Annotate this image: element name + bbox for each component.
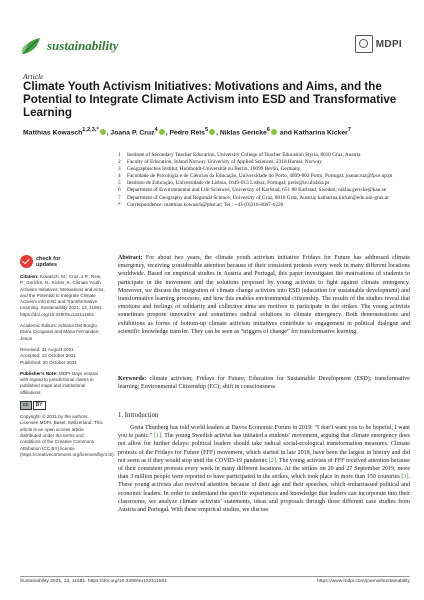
publisher-logo[interactable] [355,35,402,53]
introduction-paragraph [118,424,410,514]
accepted-date: Accepted: 13 October 2021 [20,353,76,359]
page-footer [20,576,410,584]
author-name[interactable]: , Pedro Reis [165,129,205,137]
abstract-label: Abstract: [118,255,143,261]
received-date: Received: 31 August 2021 [20,346,74,352]
check-label-line: check for [36,255,61,262]
affiliation-item [118,195,413,202]
orcid-icon[interactable] [159,129,165,135]
author-list [23,127,413,136]
affiliation-text: Department of Environmental and Life Sciences, University of Karlstad, 651 88 Karlstad, Sweden; niklas.gericke@kau.se [127,187,387,194]
note-label: Publisher's Note: [20,370,58,376]
citation-block [20,274,105,318]
footer-journal-link[interactable]: https://www.mdpi.com/journal/sustainability [317,579,410,584]
note-text: MDPI stays neutral with regard to jurisdictional claims in published maps and institutional affiliations. [20,370,98,395]
published-date: Published: 20 October 2021 [20,359,77,365]
author-name[interactable]: Matthias Kowasch [23,129,83,137]
affiliation-number: * [118,201,121,208]
mdpi-logo-icon [355,35,373,53]
checkmark-icon [20,255,33,268]
paper-title: Climate Youth Activism Initiatives: Motivations and Aims, and the Potential to Integrate Climate Activism into ESD and Transformative Learning [23,80,397,119]
affiliation-number: 7 [118,194,121,201]
affiliation-text: Faculty of Education, Inland Norway University of Applied Sciences, 2318 Hamar, Norway [127,159,322,166]
affiliation-item [118,173,413,180]
affiliation-text: Instituto de Educação, Universidade de Lisboa, 1649-013 Lisboa, Portugal; preis@ie.ulisboa.pt [127,180,329,187]
section-heading: 1. Introduction [118,412,159,419]
check-updates-label [36,256,60,268]
citation-link[interactable]: [1] [154,433,162,440]
check-label-line: updates [36,261,58,268]
publisher-note [20,371,105,396]
cc-license-badge[interactable] [20,401,105,410]
correspondence [118,202,413,209]
affiliation-number: 2 [118,159,121,166]
author-name[interactable]: and Katharina Kicker [277,129,348,137]
affiliation-text: Institute of Secondary Teacher Education, University College of Teacher Education Styria, 8010 Graz, Austria [127,152,361,158]
check-for-updates-button[interactable] [20,255,105,268]
keywords-label: Keywords: [118,376,147,382]
author-name[interactable]: , Joana P. Cruz [106,129,155,137]
affiliation-item [118,187,413,194]
author-name[interactable]: , Niklas Gericke [216,129,267,137]
affiliation-number: 3 [118,166,121,173]
copyright-text: Copyright: © 2021 by the authors. Licensee MDPI, Basel, Switzerland. This article is an open access article distributed under the terms and conditions of the Creative Commons Attribution (CC BY) license (https://creativecommons.org/licenses/by/4.0/). [20,414,115,457]
article-sidebar [20,255,115,463]
body-text: . The young Swedish activist has initiated a students’ movement, arguing that climate emergency does not allow for further delays: political leaders should take radical social-ecological transformation measures. Climate protests of the Fridays for Future (FFF) movement, which started in late 2018, have been the largest in history and did not seem as if they would stop until the COVID-19 pandemic [118,433,410,464]
affiliation-text: Department of Geography and Regional Science, University of Graz, 8010 Graz, Austria; katharina.kicker@edu.uni-graz.at [127,194,389,201]
citation-doi-link[interactable]: 2021, 13, 11581. https://doi.org/10.3390/su132111581 [20,305,103,317]
citation-link[interactable]: [2] [268,457,276,464]
citation-text: Kowasch, M.; Cruz, J.P.; Reis, P.; Gericke, N.; Kicker, K. Climate Youth Activism Initiatives: Motivations and Aims, and the Potential to Integrate Climate Activism into ESD and Transformative Learning. [20,274,105,311]
cc-icon: cc [20,401,32,410]
affiliation-number: 5 [118,180,121,187]
author-affil-sup: 4 [154,127,158,133]
keywords [118,375,410,391]
affiliation-number: 4 [118,173,121,180]
abstract-text: For about two years, the climate youth activism initiative Fridays for Future has addressed climate emergency, receiving considerable attention because of their consistent protests every week in many different locations worldwide. Based on empirical studies in Austria and Portugal, this paper investigates the motivations of students to participate in the movement and the solutions proposed by young activists to fight against climate emergency. Moreover, we discuss the integration of climate change activism into ESD (education for sustainable development) and transformative learning processes, and how this enables environmental citizenship. The results of the studies reveal that emotions and feelings of solidarity and collective aims are motives to participate in the strikes. The young activists sometimes propose innovative and sometimes radical solutions to climate emergency. Both demonstrations and exhibitions as forms of bottom-up climate activism initiatives contribute to engagement in political dialogue and scientific knowledge transfer. They can be seen as “triggers of change” for transformative learning. [118,255,410,335]
citation-link[interactable]: [3] [401,474,409,481]
orcid-icon[interactable] [100,129,106,135]
author-affil-sup: 7 [347,127,351,133]
editors-block [20,323,105,342]
footer-citation[interactable]: Sustainability 2021, 13, 11581. https://doi.org/10.3390/su132111581 [20,579,167,584]
affiliation-item [118,159,413,166]
journal-logo[interactable] [20,36,119,56]
affiliation-text[interactable]: Correspondence: matthias.kowasch@phst.at; Tel.: +43-(0)316-8067-6220 [127,201,284,208]
copyright-block [20,414,115,458]
affiliation-number: 6 [118,187,121,194]
orcid-icon[interactable] [209,129,215,135]
orcid-icon[interactable] [271,129,277,135]
affiliation-text: Geographisches Institut, Humboldt-Universität zu Berlin, 10099 Berlin, Germany [127,166,301,173]
journal-name: sustainability [47,38,119,53]
body-text: . The young activists of FFF received attention because of their consistent protests every week in many different locations. At the strikes on 20 and 27 September 2019, more than 3 million people were reported to have participated in the strikes, which took place in more than 150 countries [118,457,410,481]
editors-label: Academic Editors: [20,323,58,329]
abstract [118,254,410,336]
body-text: . These young activists also received attention because of their age and their speeches, which embarrassed political and economic leaders. In order to understand the specific experiences and knowledge that leaders can incorporate into their classrooms, we analyze climate activists’ statements, ideas and proposals through three different case studies from Austria and Portugal. With these empirical studies, we discuss [118,474,410,514]
by-icon: BY [33,401,46,410]
author-affil-sup: 6 [266,127,270,133]
citation-journal: Sustainability [40,305,68,311]
publisher-name: MDPI [375,38,402,50]
body-text: Greta Thunberg has told world leaders at Davos Economic Forum in 2019: “I don’t want you to be hopeful, I want you to panic.” [118,425,410,440]
dates-block [20,347,105,366]
affiliation-text: Faculdade de Psicologia e de Ciências da Educação, Universidade do Porto, 4099-002 Porto, Portugal; joanacruz@fpce.up.pt [127,173,393,180]
editors-text: Adriana Del Borghi, Elvira Cicognani and Maria Fernandes-Jesus [20,323,100,341]
article-type: Article [23,72,44,81]
affiliations [118,152,413,209]
keywords-text: climate activism; Fridays for Future; Education for Sustainable Development (ESD); transformative learning; Environmental Citizenship (EC); shift in consciousness [118,376,410,391]
author-affil-sup: 1,2,3,* [82,127,99,133]
author-affil-sup: 5 [204,127,209,133]
leaf-icon [20,36,42,56]
affiliation-number: 1 [118,152,121,158]
citation-label: Citation: [20,274,39,279]
